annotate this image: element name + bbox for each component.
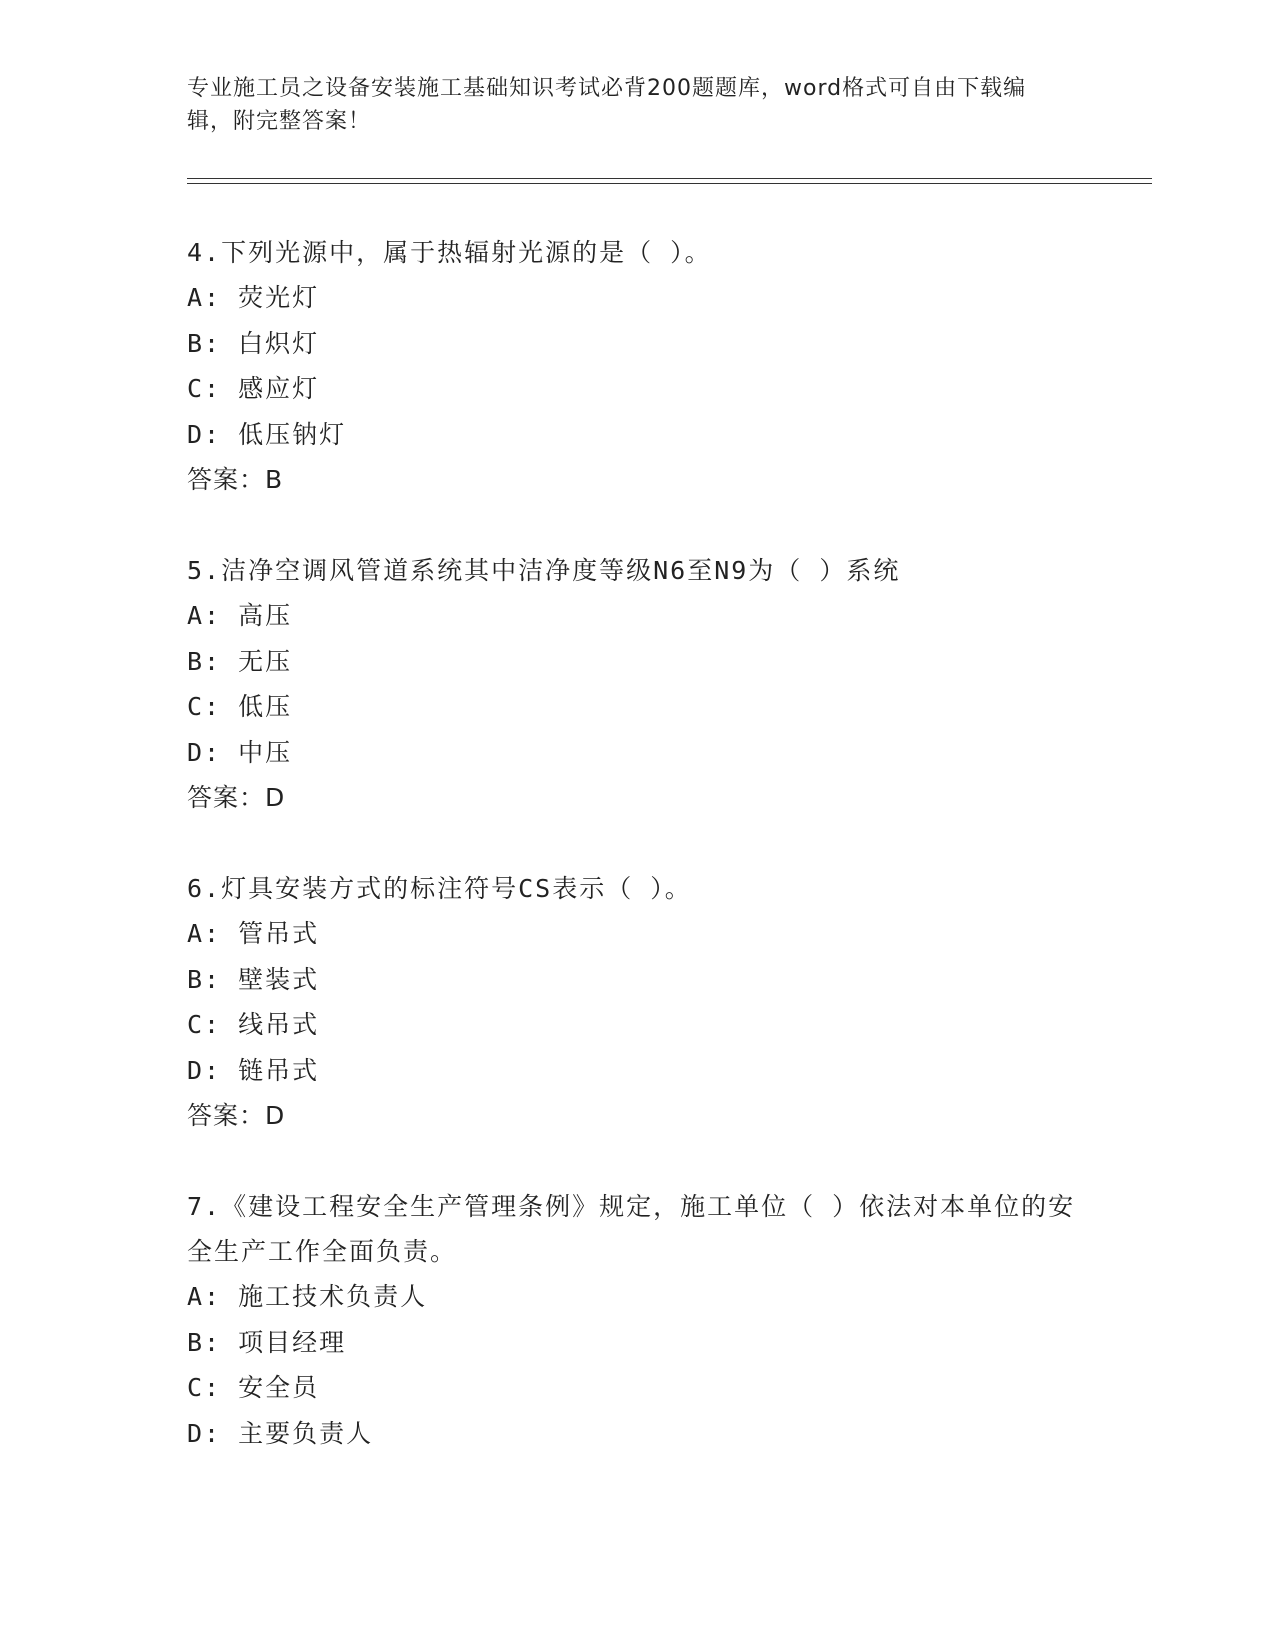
option-c: C: 安全员: [187, 1373, 320, 1402]
header-divider-top: [187, 178, 1152, 179]
option-c: C: 感应灯: [187, 374, 320, 403]
option-b: B: 无压: [187, 646, 293, 676]
option-d: D: 主要负责人: [187, 1418, 374, 1448]
option-a: A: 管吊式: [187, 919, 320, 948]
option-a: A: 施工技术负责人: [187, 1282, 428, 1311]
answer: 答案：D: [187, 783, 286, 812]
question-text: 5.洁净空调风管道系统其中洁净度等级N6至N9为（ ）系统: [187, 556, 901, 585]
header-divider-bottom: [187, 183, 1152, 184]
option-d: D: 低压钠灯: [187, 419, 347, 449]
option-a: A: 高压: [187, 601, 293, 630]
answer: 答案：B: [187, 465, 284, 494]
question-text: 6.灯具安装方式的标注符号CS表示（ ）。: [187, 874, 692, 903]
option-b: B: 项目经理: [187, 1327, 347, 1357]
answer: 答案：D: [187, 1101, 286, 1130]
option-a: A: 荧光灯: [187, 283, 320, 312]
document-header: [187, 72, 1067, 138]
question-text: 7.《建设工程安全生产管理条例》规定，施工单位（ ）依法对本单位的安全生产工作全面负责。: [187, 1192, 1076, 1266]
document-title: 专业施工员之设备安装施工基础知识考试必背200题题库，word格式可自由下载编辑，附完整答案！: [187, 76, 1027, 134]
option-b: B: 壁装式: [187, 964, 320, 994]
option-c: C: 低压: [187, 692, 293, 721]
option-c: C: 线吊式: [187, 1010, 320, 1039]
question-list: [187, 230, 1087, 1502]
question-7: [187, 1184, 1087, 1456]
option-d: D: 中压: [187, 737, 293, 767]
option-b: B: 白炽灯: [187, 328, 320, 358]
question-text: 4.下列光源中，属于热辐射光源的是（ ）。: [187, 238, 712, 267]
question-4: [187, 230, 1087, 502]
question-5: [187, 548, 1087, 820]
option-d: D: 链吊式: [187, 1055, 320, 1085]
question-6: [187, 866, 1087, 1138]
